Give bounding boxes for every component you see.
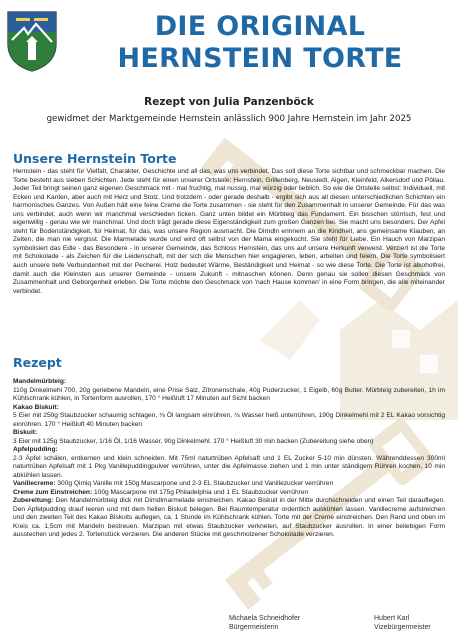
section-title: Creme zum Einstreichen: [13, 488, 93, 496]
section-title: Vanillecreme: [13, 480, 56, 487]
section-title: Zubereitung: [13, 497, 54, 504]
signature-name: Michaela Schneidhofer [229, 615, 301, 622]
signature-left [229, 614, 300, 632]
section-text: 2-3 Äpfel schälen, entkernen und klein schneiden. Mit 75ml naturtrüben Apfelsaft und 1 EL Zucker 5-10 min dünsten. Währenddessen 300ml naturtrüben Apfelsaft mit 1 Pkg Vanillepuddingpulver verrühren, unter die Apfelmasse ziehen und 1 min unter ständigem Rühren kochen, 10 min abkühlen lassen. [13, 454, 445, 479]
recipe-section-kakao-biskuit [13, 404, 445, 430]
section-text: 5 Eier mit 250g Staubzucker schaumig schlagen, ⅛ Öl langsam einrühren, ⅛ Wasser heiß unterrühren, 190g Dinkelmehl mit 2 EL Kakao vorsichtig einrühren. 170 ° Heißluft 40 Minuten backen [13, 412, 445, 428]
recipe-section-apfelpudding [13, 446, 445, 480]
hernstein-crest-icon [6, 10, 58, 72]
recipe-section-zubereitung [13, 497, 445, 540]
section-title: Biskuit: [13, 429, 38, 436]
story-text: Hernstein - das steht für Vielfalt, Charakter, Geschichte und all das, was uns verbindet. Das soll diese Torte sichtbar und schmeckbar machen. Die Torte besteht aus sieben Schichten. Jede steht für einen unserer Ortsteile: Hernstein, Grillenberg, Neusiedl, Aigen, Kleinfeld, Alkersdorf und Pöllau. Jeder Teil bringt seinen ganz eigenen Geschmack mit - mal fruchtig, mal nussig, mal würzig oder lieblich. So wie die Ortsteile selbst: Individuell, mit Ecken und Kanten, aber auch mit Herz und Stolz. Und trotzdem - oder gerade deshalb - ergibt sich aus all diesen unterschiedlichen Schichten ein harmonisches Ganzes. Von Außen hält eine feine Creme die Torte zusammen - sie steht für den Zusammenhalt in unserer Gemeinde. Für das was uns verbindet, auch wenn wir manchmal verschieden ticken. Ganz unten bildet ein Mürbteig das Fundament. Ein bisschen störrisch, fest und eigenwillig - genau wie wir manchmal. Und doch trägt gerade diese Eigenständigkeit zum großen Ganzen bei. Sie macht uns besonders. Der Apfel steht für Bodenständigkeit, für Heimat, für das, was unsere Region ausmacht. Die Dirndln erinnern an die Kindheit, ans gemeinsame Klauben, an Zeiten, die man nie vergisst. Die Marmelade wurde und wird oft selbst von der Mama eingekocht. Sie steht für Liebe. Ein Hauch von Marzipan symbolisiert das Edle - das Besondere - in unserer Gemeinde, das Schloss Hernstein, das uns auf unsere Herkunft verweist. Verziert ist die Torte mit Schokolade - als Zeichen für die Leidenschaft, mit der sich die Menschen hier engagieren, leben, arbeiten und feiern. Die Torte symbolisiert auch unsere tiefe Verbundenheit mit der Pecherei. Holz bedeutet Wärme, Beständigkeit und Heimat - so wie diese Torte. Die Torte ist alkoholfrei, damit auch die Kleinsten aus unserer Gemeinde - unsere Zukunft - mitnaschen können. Denn genau sie sollen diesen Geschmack von Zusammenhalt und Geborgenheit erleben. Die Torte möchte den Geschmack von 'nach Hause kommen' in eine Form bringen, die alle miteinander verbindet. [13, 168, 445, 295]
section-text: 3 Eier mit 125g Staubzucker, 1/16 Öl, 1/16 Wasser, 90g Dinkelmehl. 170 ° Heißluft 30 min backen (Zubereitung siehe oben) [13, 437, 374, 445]
recipe-section-mandelmuerbteig [13, 378, 445, 404]
page-title-line2: HERNSTEIN TORTE [117, 43, 403, 74]
section-text: 110g Dinkelmehl 700, 20g geriebene Mandeln, eine Prise Salz, Zitronenschale, 40g Puderzucker, 1 Eigelb, 60g Butter. Mürbteig zubereiten, 1h im Kühlschrank kühlen, in Tortenform ausrollen, 170 ° Heißluft 17 Minuten auf Sicht backen [13, 386, 445, 402]
recipe-section-vanillecreme [13, 480, 445, 489]
signature-role: Bürgermeisterin [229, 624, 279, 631]
section-text: Den Mandelmürbteig dick mit Dirndlmarmelade einstreichen. Kakao Biskuit in der Mitte durchschneiden und einen Teil darauflegen. Den Apfelpudding drauf leeren und mit dem hellen Biskuit belegen. Bei Raumtemperatur ordentlich auskühlen lassen. Vanillecreme aufstreichen und den zweiten Teil des Kakao Biskuits auflegen, ca. 1 Stunde im Kühlschrank kühlen. Torte mit der Creme einstreichen. Den Rand und oben im Kreis ca. 1,5cm mit Mandeln bestreuen. Marzipan mit etwas Staubzucker verkneten, auf Staubzucker ausrollen. In einer beliebigen Form ausstechen und jedes 2. Tortenstück verzieren. Die anderen Stücke mit geschmolzener Schokolade verzieren. [13, 497, 445, 538]
recipe-heading: Rezept [13, 355, 62, 370]
page-title-line1: DIE ORIGINAL [154, 11, 366, 42]
section-title: Kakao Biskuit: [13, 403, 59, 411]
recipe-section-creme-einstreichen [13, 489, 445, 498]
section-title: Apfelpudding: [13, 446, 58, 453]
section-text: 100g Mascarpone mit 175g Philadelphia und 1 EL Staubzucker verrühren [92, 488, 309, 496]
section-text: 300g Qimiq Vanille mit 150g Mascarpone und 2-3 EL Staubzucker und Vanillezucker verrühren [55, 480, 334, 487]
story-heading: Unsere Hernstein Torte [13, 151, 177, 166]
recipe-section-biskuit [13, 429, 445, 446]
dedication-line: gewidmet der Marktgemeinde Hernstein anlässlich 900 Jahre Hernstein im Jahr 2025 [46, 114, 412, 124]
signature-role: Vizebürgermeister [374, 624, 431, 631]
section-title: Mandelmürbteig: [13, 378, 67, 385]
signature-name: Hubert Karl [374, 615, 410, 622]
recipe-body [13, 378, 445, 540]
author-byline: Rezept von Julia Panzenböck [144, 96, 314, 108]
signature-right [374, 614, 431, 632]
